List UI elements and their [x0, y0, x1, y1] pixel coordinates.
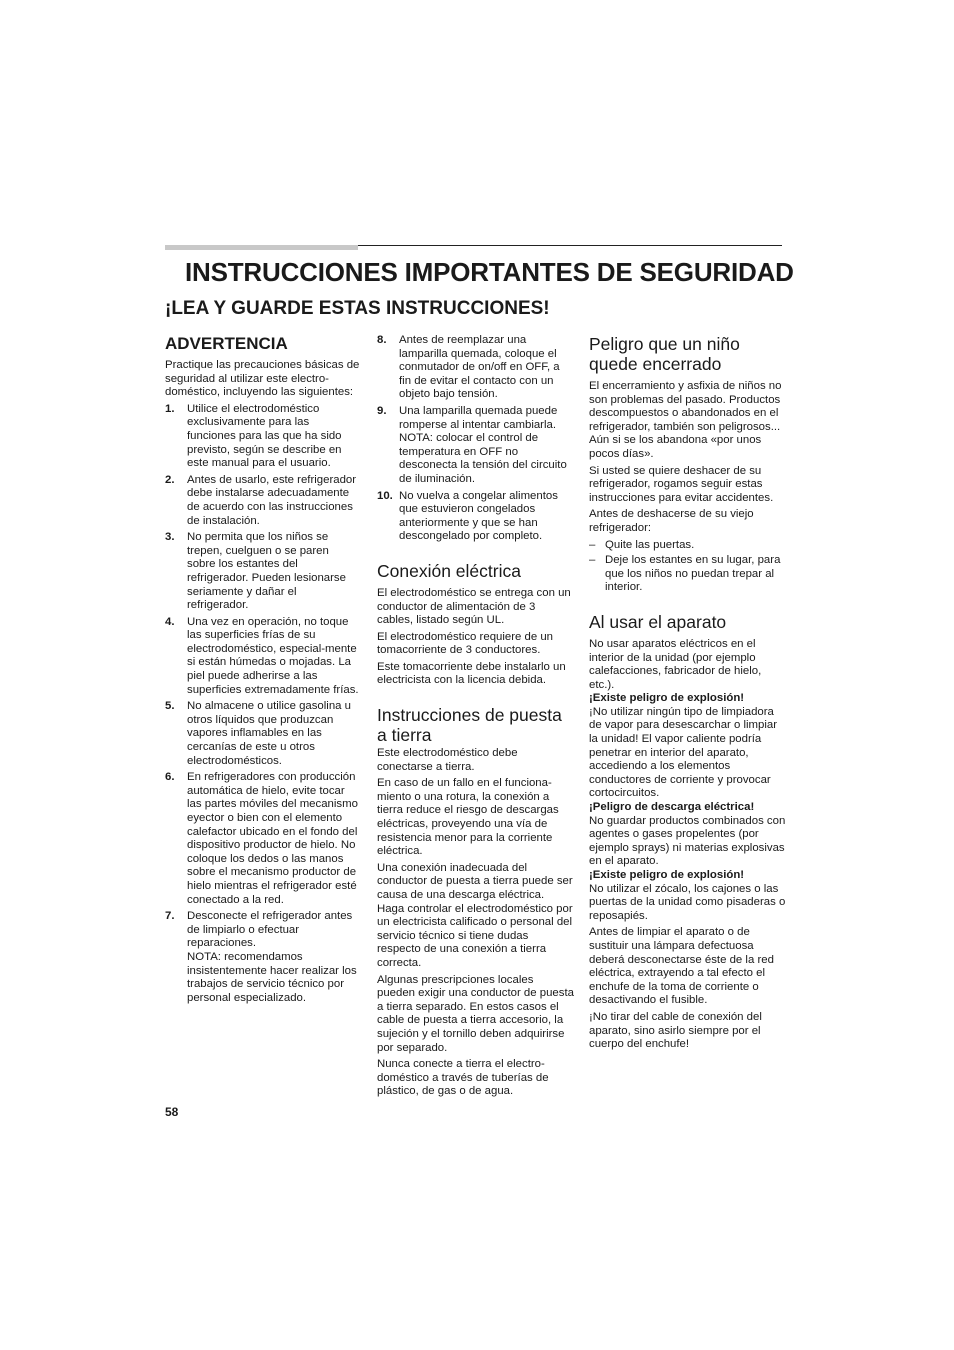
nino-heading: Peligro que un niño quede encerrado	[589, 334, 740, 374]
column-advertencia	[165, 334, 360, 1008]
list-item-text: Utilice el electrodoméstico exclusivamente para las funciones para las que ha sido previsto, según se describe en este manual para el usuario.	[187, 402, 342, 470]
advertencia-heading: ADVERTENCIA	[165, 334, 288, 353]
list-item-number: 6.	[165, 771, 175, 784]
paragraph: No utilizar el zócalo, los cajones o las puertas de la unidad como pisaderas o reposapiés.	[589, 882, 786, 922]
list-item	[165, 700, 360, 768]
list-item	[165, 474, 360, 528]
list-item-text: Deje los estantes en su lugar, para que los niños no puedan trepar al interior.	[605, 554, 781, 594]
warning-list-part2	[377, 334, 574, 544]
page-number: 58	[165, 1105, 179, 1119]
list-item-text: Una lamparilla quemada puede romperse al intentar cambiarla. NOTA: colocar el control de temperatura en OFF no desconecta la tensión del circuito de iluminación.	[399, 404, 567, 485]
list-item-number: 9.	[377, 404, 387, 417]
warning-label: ¡Peligro de descarga eléctrica!	[589, 801, 755, 814]
paragraph: Nunca conecte a tierra el electro-doméstico a través de tuberías de plástico, de gas o de agua.	[377, 1058, 549, 1098]
list-item-number: 1.	[165, 402, 175, 415]
paragraph: En caso de un fallo en el funciona-miento o una rotura, la conexión a tierra reduce el riesgo de descargas eléctricas, proveyendo una vía de resistencia menor para la corriente eléctrica.	[377, 777, 559, 858]
list-item-text: En refrigeradores con producción automática de hielo, evite tocar las partes móviles del mecanismo eyector o bien con el elemento calefactor ubicado en el fondo del dispositivo productor de hielo. No coloque los dedos o las manos sobre el mecanismo productor de hielo mientras el refrigerador esté conectado a la red.	[187, 771, 358, 906]
conexion-heading: Conexión eléctrica	[377, 560, 521, 581]
paragraph: No usar aparatos eléctricos en el interior de la unidad (por ejemplo calefacciones, fabricador de hielo, etc.).	[589, 637, 762, 691]
warning-list-part1	[165, 403, 360, 1006]
page-title-text: INSTRUCCIONES IMPORTANTES DE SEGURIDAD	[185, 257, 794, 287]
list-item-text: No permita que los niños se trepen, cuelguen o se paren sobre los estantes del refrigerador. Pueden lesionarse seriamente y dañar el refrigerador.	[187, 531, 346, 612]
paragraph: Si usted se quiere deshacer de su refrigerador, rogamos seguir estas instrucciones para evitar accidentes.	[589, 464, 774, 504]
list-item-body	[187, 910, 360, 1005]
paragraph: ¡No tirar del cable de conexión del aparato, sino asirlo siempre por el cuerpo del enchufe!	[589, 1010, 762, 1051]
page-subtitle: ¡LEA Y GUARDE ESTAS INSTRUCCIONES!	[165, 298, 550, 319]
paragraph: Antes de deshacerse de su viejo refrigerador:	[589, 508, 754, 534]
list-item-number: 5.	[165, 700, 175, 713]
warning-label: ¡Existe peligro de explosión!	[589, 869, 745, 881]
list-item-number: 3.	[165, 531, 175, 544]
list-item-text: Quite las puertas.	[605, 538, 695, 551]
aparato-heading: Al usar el aparato	[589, 611, 727, 632]
warning-label: ¡Existe peligro de explosión!	[589, 692, 745, 705]
list-item-text: Antes de usarlo, este refrigerador debe instalarse adecuadamente de acuerdo con las instrucciones de instalación.	[187, 473, 357, 527]
list-item	[165, 531, 360, 613]
list-item	[165, 910, 360, 1005]
list-item-text: No almacene o utilice gasolina u otros líquidos que produzcan vapores inflamables en las cercanías de este u otros electrodomésticos.	[187, 700, 351, 767]
column-right	[589, 334, 786, 1055]
paragraph: El electrodoméstico se entrega con un conductor de alimentación de 3 cables, listado según UL.	[377, 586, 571, 627]
header-rule-gray	[165, 245, 358, 250]
list-item	[165, 403, 360, 471]
list-item-text: Una vez en operación, no toque las superficies frías de su electrodoméstico, especial-mente si están húmedas o mojadas. La piel puede adherirse a las superficies extremadamente frías.	[187, 615, 359, 696]
list-item	[377, 334, 574, 402]
list-item-number: 2.	[165, 473, 175, 486]
list-item	[377, 490, 574, 544]
tierra-heading: Instrucciones de puesta a tierra	[377, 705, 562, 746]
paragraph: El encerramiento y asfixia de niños no son problemas del pasado. Productos descompuestos o abandonados en el refrigerador, también son peligrosos... Aún si se los abandona «por unos pocos días».	[589, 380, 782, 460]
paragraph: ¡No utilizar ningún tipo de limpiadora de vapor para desescarchar o limpiar la unidad! El vapor caliente podría penetrar en interior del aparato, accediendo a los elementos conductores de corriente y provocar cortocircuitos.	[589, 705, 778, 800]
paragraph: Algunas prescripciones locales pueden exigir una conductor de puesta a tierra separado. En estos casos el cable de puesta a tierra accesorio, la sujeción y el tornillo deben adquirirse por separado.	[377, 973, 574, 1054]
list-item-text: Desconecte el refrigerador antes de limpiarlo o efectuar reparaciones.	[187, 910, 353, 950]
paragraph: No guardar productos combinados con agentes o gases propelentes (por ejemplo sprays) ni materias explosivas en el aparato.	[589, 814, 786, 868]
paragraph: Una conexión inadecuada del conductor de puesta a tierra puede ser causa de una descarga eléctrica. Haga controlar el electrodoméstico por un electricista calificado o personal del servicio técnico si tiene dudas respecto de una conexión a tierra correcta.	[377, 861, 573, 969]
column-middle	[377, 334, 574, 1102]
dash-list	[589, 539, 786, 595]
list-item	[589, 539, 786, 553]
page-title	[165, 257, 794, 288]
list-item-number: 4.	[165, 615, 175, 628]
list-item	[165, 771, 360, 907]
list-item-number: 7.	[165, 910, 175, 923]
advertencia-intro: Practique las precauciones básicas de seguridad al utilizar este electro-doméstico, incluyendo las siguientes:	[165, 359, 360, 399]
list-item-text: No vuelva a congelar alimentos que estuvieron congelados anteriormente y que se han descongelado por completo.	[399, 489, 558, 543]
dash-marker: –	[589, 554, 596, 567]
header-rule-black	[358, 245, 782, 246]
paragraph: Antes de limpiar el aparato o de sustituir una lámpara defectuosa deberá desconectarse éste de la red eléctrica, extrayendo a tal efecto el enchufe de la toma de corriente o desactivando el fusible.	[589, 926, 774, 1007]
list-item-text: Antes de reemplazar una lamparilla quemada, coloque el conmutador de on/off en OFF, a fin de evitar el contacto con un objeto bajo tensión.	[399, 334, 560, 401]
paragraph: Este tomacorriente debe instalarlo un electricista con la licencia debida.	[377, 660, 566, 687]
list-item-number: 8.	[377, 334, 387, 346]
list-item	[589, 554, 786, 595]
dash-marker: –	[589, 538, 596, 551]
list-item-note: NOTA: recomendamos insistentemente hacer realizar los trabajos de servicio técnico por personal especializado.	[187, 950, 357, 1004]
list-item	[377, 405, 574, 487]
paragraph: El electrodoméstico requiere de un tomacorriente de 3 conductores.	[377, 630, 554, 657]
list-item	[165, 616, 360, 698]
paragraph: Este electrodoméstico debe conectarse a tierra.	[377, 747, 518, 773]
list-item-number: 10.	[377, 489, 393, 502]
